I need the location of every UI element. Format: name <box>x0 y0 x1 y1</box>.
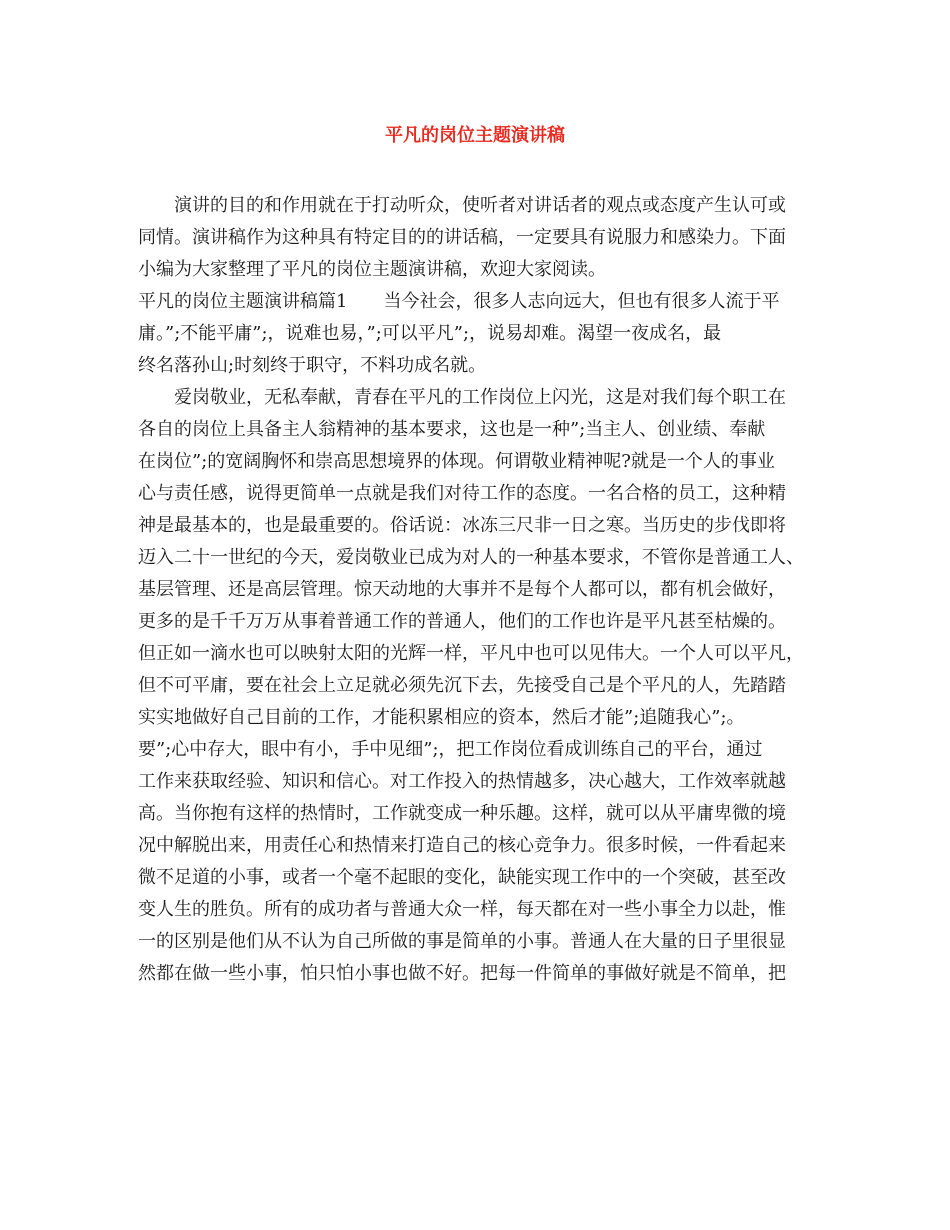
text-line: 在岗位”;的宽阔胸怀和崇高思想境界的体现。何谓敬业精神呢?就是一个人的事业 <box>138 451 775 472</box>
text-line: 各自的岗位上具备主人翁精神的基本要求，这也是一种”;当主人、创业绩、奉献 <box>138 419 766 440</box>
text-line: 况中解脱出来，用责任心和热情来打造自己的核心竞争力。很多时候，一件看起来 <box>138 835 786 856</box>
text-line: 然都在做一些小事，怕只怕小事也做不好。把每一件简单的事做好就是不简单，把 <box>138 963 786 984</box>
text-line: 同情。演讲稿作为这种具有特定目的的讲话稿，一定要具有说服力和感染力。下面 <box>138 227 786 248</box>
text-line: 变人生的胜负。所有的成功者与普通大众一样，每天都在对一些小事全力以赴，惟 <box>138 899 786 920</box>
text-line: 更多的是千千万万从事着普通工作的普通人，他们的工作也许是平凡甚至枯燥的。 <box>138 611 786 632</box>
text-line: 爱岗敬业，无私奉献，青春在平凡的工作岗位上闪光，这是对我们每个职工在 <box>174 387 786 408</box>
text-line: 基层管理、还是高层管理。惊天动地的大事并不是每个人都可以，都有机会做好， <box>138 579 786 600</box>
text-line: 一的区别是他们从不认为自己所做的事是简单的小事。普通人在大量的日子里很显 <box>138 931 786 952</box>
text-line: 心与责任感，说得更简单一点就是我们对待工作的态度。一名合格的员工，这种精 <box>138 483 786 504</box>
text-line: 但正如一滴水也可以映射太阳的光辉一样，平凡中也可以见伟大。一个人可以平凡， <box>138 643 804 664</box>
text-line: 神是最基本的，也是最重要的。俗话说：冰冻三尺非一日之寒。当历史的步伐即将 <box>138 515 786 536</box>
text-line: 庸。”;不能平庸”;，说难也易，”;可以平凡”;，说易却难。渴望一夜成名，最 <box>138 323 722 344</box>
text-line: 要”;心中存大，眼中有小，手中见细”;，把工作岗位看成训练自己的平台，通过 <box>138 739 763 760</box>
text-line: 迈入二十一世纪的今天，爱岗敬业已成为对人的一种基本要求，不管你是普通工人、 <box>138 547 804 568</box>
text-line: 小编为大家整理了平凡的岗位主题演讲稿，欢迎大家阅读。 <box>138 259 606 280</box>
text-line: 高。当你抱有这样的热情时，工作就变成一种乐趣。这样，就可以从平庸卑微的境 <box>138 803 786 824</box>
text-line: 但不可平庸，要在社会上立足就必须先沉下去，先接受自己是个平凡的人，先踏踏 <box>138 675 786 696</box>
text-line: 工作来获取经验、知识和信心。对工作投入的热情越多，决心越大，工作效率就越 <box>138 771 786 792</box>
document-title: 平凡的岗位主题演讲稿 <box>385 125 565 146</box>
section-heading-line: 平凡的岗位主题演讲稿篇1 当今社会，很多人志向远大，但也有很多人流于平 <box>138 291 780 312</box>
text-line: 微不足道的小事，或者一个毫不起眼的变化，缺能实现工作中的一个突破，甚至改 <box>138 867 786 888</box>
document-body <box>138 190 812 990</box>
text-line: 演讲的目的和作用就在于打动听众，使听者对讲话者的观点或态度产生认可或 <box>174 195 786 216</box>
text-line: 实实地做好自己目前的工作，才能积累相应的资本，然后才能”;追随我心”;。 <box>138 707 745 728</box>
text-line: 终名落孙山;时刻终于职守，不料功成名就。 <box>138 355 487 376</box>
